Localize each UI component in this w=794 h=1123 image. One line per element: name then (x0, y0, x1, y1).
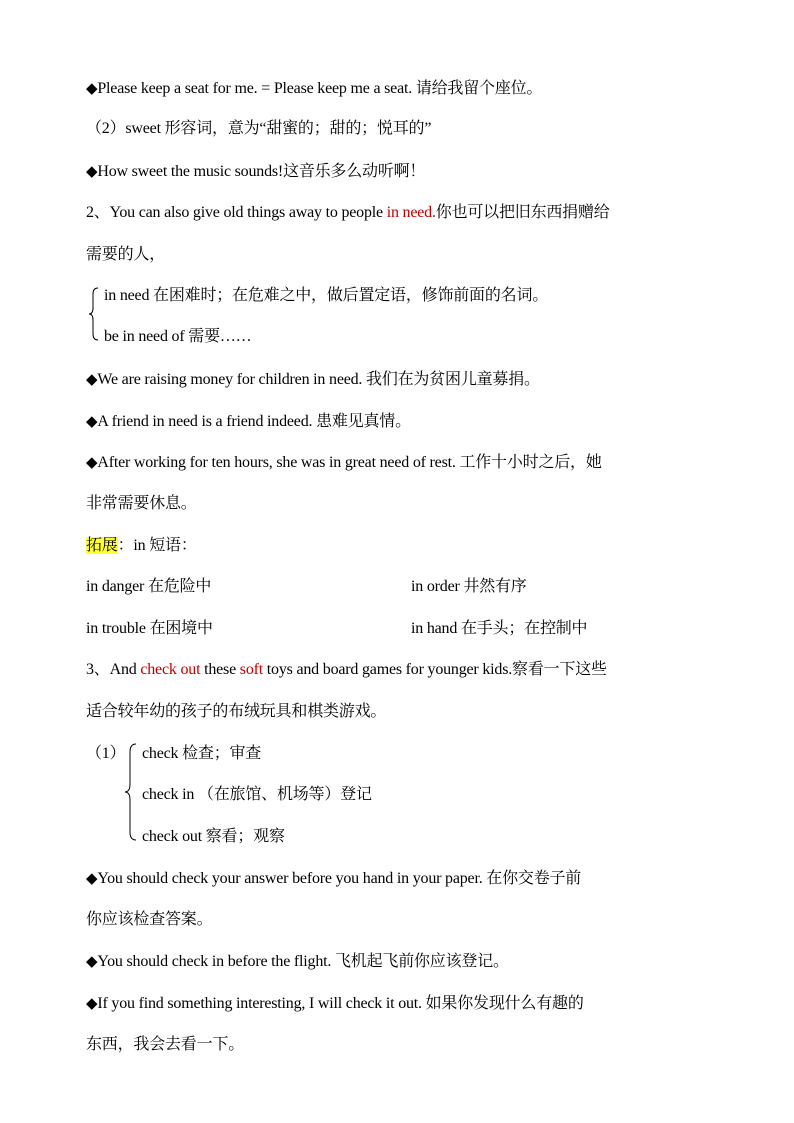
example-text: A friend in need is a friend indeed. 患难见真情。 (97, 413, 411, 430)
phrase-in-order: in order 井然有序 (411, 578, 527, 595)
item-2-heading (86, 203, 610, 223)
diamond-bullet-icon: ◆ (86, 453, 98, 471)
extension-text: ：in 短语： (117, 537, 197, 554)
check-definition: check 检查；审查 (142, 745, 262, 762)
item-2-text-pre: 2、You can also give old things away to people (86, 204, 387, 221)
left-brace-icon (124, 742, 138, 842)
item-3-key-word-soft: soft (239, 661, 263, 678)
diamond-bullet-icon: ◆ (86, 869, 98, 887)
diamond-bullet-icon: ◆ (86, 79, 98, 97)
phrase-in-danger: in danger 在危险中 (86, 578, 212, 595)
example-check-answer (86, 868, 581, 889)
be-in-need-of-definition: be in need of 需要…… (104, 328, 252, 345)
item-3-text-b: these (200, 661, 240, 678)
example-text: How sweet the music sounds!这音乐多么动听啊！ (97, 163, 426, 180)
diamond-bullet-icon: ◆ (86, 162, 98, 180)
diamond-bullet-icon: ◆ (86, 952, 98, 970)
example-great-need-continuation: 非常需要休息。 (86, 495, 197, 512)
example-text: After working for ten hours, she was in great need of rest. 工作十小时之后，她 (97, 454, 602, 471)
example-sweet (86, 161, 425, 182)
example-text: We are raising money for children in need. 我们在为贫困儿童募捐。 (97, 371, 540, 388)
item-2-text-post: 你也可以把旧东西捐赠给 (435, 204, 610, 221)
sub-item-1-number: （1） (86, 745, 126, 762)
example-keep-seat (86, 78, 542, 99)
item-3-key-phrase-check-out: check out (140, 661, 201, 678)
extension-highlight: 拓展 (86, 537, 118, 554)
example-check-answer-continuation: 你应该检查答案。 (86, 911, 213, 928)
example-check-it-out (86, 993, 584, 1014)
in-need-definition: in need 在困难时；在危难之中，做后置定语，修饰前面的名词。 (104, 287, 549, 304)
example-raising-money (86, 369, 540, 390)
example-text: Please keep a seat for me. = Please keep me a seat. 请给我留个座位。 (97, 80, 543, 97)
item-3-text-c: toys and board games for younger kids.察看一下这些 (263, 661, 607, 678)
sweet-definition: （2）sweet 形容词，意为“甜蜜的；甜的；悦耳的” (86, 120, 432, 137)
example-great-need (86, 452, 602, 473)
example-text: You should check your answer before you hand in your paper. 在你交卷子前 (97, 870, 582, 887)
phrase-in-hand: in hand 在手头；在控制中 (411, 620, 588, 637)
extension-heading (86, 536, 197, 556)
item-3-continuation: 适合较年幼的孩子的布绒玩具和棋类游戏。 (86, 703, 387, 720)
diamond-bullet-icon: ◆ (86, 994, 98, 1012)
example-text: You should check in before the flight. 飞机起飞前你应该登记。 (97, 953, 509, 970)
check-in-definition: check in （在旅馆、机场等）登记 (142, 786, 372, 803)
example-friend-in-need (86, 411, 411, 432)
item-3-text-a: 3、And (86, 661, 141, 678)
item-2-continuation: 需要的人， (86, 246, 166, 263)
example-text: If you find something interesting, I will check it out. 如果你发现什么有趣的 (97, 995, 584, 1012)
example-check-in (86, 951, 509, 972)
item-2-key-phrase: in need. (386, 204, 436, 221)
example-check-it-out-continuation: 东西，我会去看一下。 (86, 1036, 245, 1053)
check-out-definition: check out 察看；观察 (142, 828, 285, 845)
left-brace-icon (88, 286, 100, 342)
item-3-heading (86, 660, 607, 680)
diamond-bullet-icon: ◆ (86, 370, 98, 388)
diamond-bullet-icon: ◆ (86, 412, 98, 430)
phrase-in-trouble: in trouble 在困境中 (86, 620, 213, 637)
